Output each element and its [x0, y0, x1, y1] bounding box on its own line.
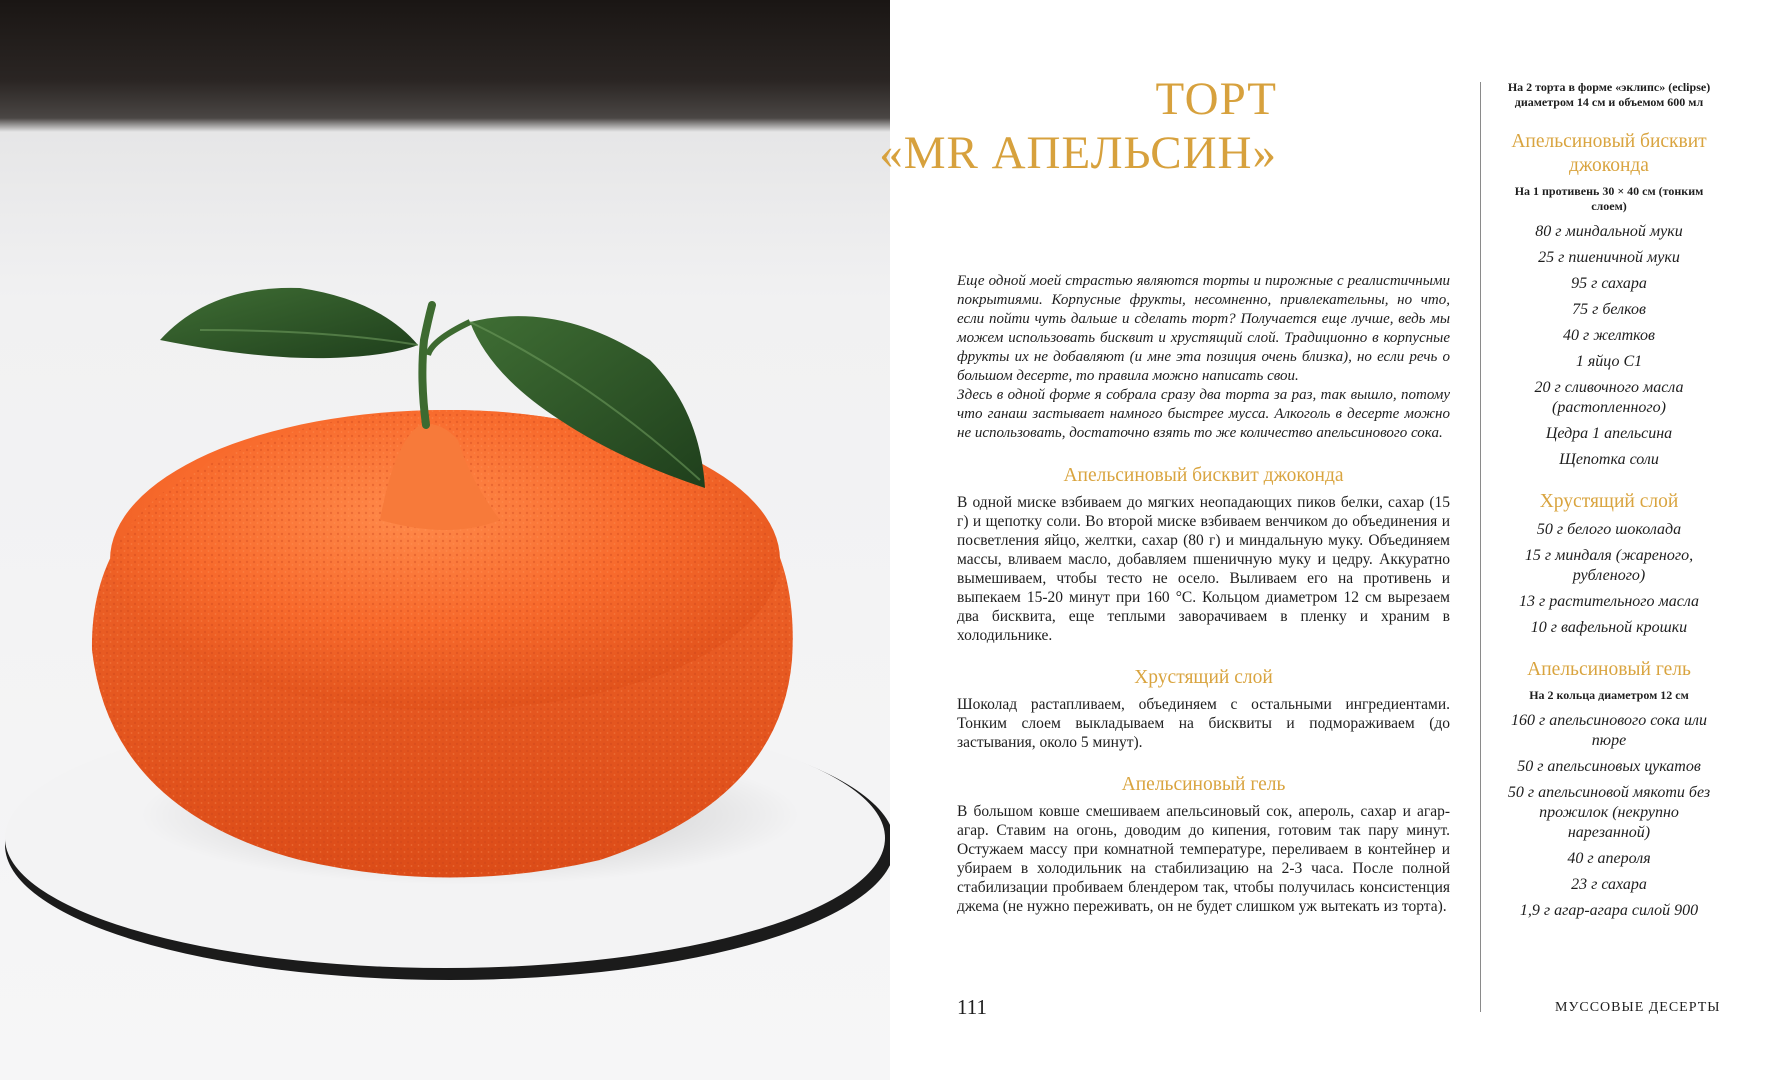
ingredient-item: 25 г пшеничной муки: [1538, 249, 1680, 266]
intro: [957, 272, 1450, 443]
ingredients-heading: Апельсиновый бисквит джоконда: [1511, 131, 1707, 176]
ingredient-item: 40 г желтков: [1563, 327, 1655, 344]
leaf-left: [160, 288, 418, 358]
ingredient-item: 160 г апельсинового сока или пюре: [1511, 712, 1707, 749]
yield-note: На 2 торта в форме «эклипс» (eclipse) диаметром 14 см и объемом 600 мл: [1507, 80, 1711, 109]
ingredients-note: На 1 противень 30 × 40 см (тонким слоем): [1514, 184, 1704, 213]
ingredients-heading: Хрустящий слой: [1539, 491, 1679, 512]
title-line-2: «MR АПЕЛЬСИН»: [879, 127, 1277, 179]
ingredient-item: 10 г вафельной крошки: [1530, 619, 1688, 636]
section-heading: Апельсиновый гель: [1121, 774, 1286, 795]
section-text: Шоколад растапливаем, объединяем с остальными ингредиентами. Тонким слоем выкладываем на бисквиты и подмораживаем (до застывания, около 5 минут).: [957, 696, 1450, 751]
stem-branch: [428, 322, 470, 355]
column-divider: [1480, 82, 1481, 1012]
ingredient-item: 80 г миндальной муки: [1535, 223, 1683, 240]
section-heading: Хрустящий слой: [1134, 667, 1273, 688]
stem: [422, 305, 432, 425]
main-column: [957, 272, 1450, 916]
page-title: [879, 72, 1277, 180]
ingredient-item: 40 г апероля: [1567, 850, 1651, 867]
intro-paragraph-2: Здесь в одной форме я собрала сразу два торта за раз, так вышло, потому что ганаш застывает намного быстрее мусса. Алкоголь в десерте можно не использовать, достаточно взять то же количество апельсинового сока.: [957, 387, 1450, 441]
ingredients-list: [1498, 222, 1720, 470]
ingredients-list: [1498, 520, 1720, 638]
section-text: В одной миске взбиваем до мягких неопадающих пиков белки, сахар (15 г) и щепотку соли. Во второй миске взбиваем венчиком до объединения и посветления яйцо, желтки, сахар (80 г) и миндальную муку. Объединяем массы, вливаем масло, добавляем пшеничную муку и цедру. Аккуратно вымешиваем, чтобы тесто не осело. Выливаем его на противень и выпекаем 15-20 минут при 160 °C. Кольцом диаметром 12 см вырезаем два бисквита, еще теплыми заворачиваем в пленку и храним в холодильнике.: [957, 494, 1450, 644]
intro-paragraph-1: Еще одной моей страстью являются торты и пирожные с реалистичными покрытиями. Корпусные фрукты, несомненно, привлекательны, но что, если пойти чуть дальше и сделать торт? Получается еще лучше, ведь мы можем использовать бисквит и хрустящий слой. Традиционно в корпусные фрукты их не добавляют (и мне эта позиция очень близка), но если речь о большом десерте, то правила можно написать свои.: [957, 273, 1450, 384]
ingredient-item: 1,9 г агар-агара силой 900: [1519, 902, 1699, 919]
page-number: 111: [957, 995, 987, 1019]
ingredient-item: Цедра 1 апельсина: [1545, 425, 1673, 442]
section-text: В большом ковше смешиваем апельсиновый сок, апероль, сахар и агар-агар. Ставим на огонь, доводим до кипения, готовим так пару минут. Остужаем массу при комнатной температуре, переливаем в контейнер и убираем в холодильник на стабилизацию на 2-3 часа. После полной стабилизации пробиваем блендером так, чтобы получилась консистенция джема (не нужно переживать, он не будет слишком уж вытекать из торта).: [957, 803, 1450, 915]
title-line-1: ТОРТ: [1155, 73, 1277, 125]
ingredient-item: Щепотка соли: [1559, 451, 1659, 468]
ingredients-list: [1498, 711, 1720, 921]
ingredient-item: 23 г сахара: [1571, 876, 1647, 893]
ingredients-column: [1498, 80, 1720, 927]
ingredient-item: 1 яйцо С1: [1575, 353, 1643, 370]
ingredient-item: 50 г белого шоколада: [1536, 521, 1682, 538]
section-footer: МУССОВЫЕ ДЕСЕРТЫ: [1555, 1000, 1721, 1015]
ingredient-item: 13 г растительного масла: [1518, 593, 1700, 610]
ingredients-note: На 2 кольца диаметром 12 см: [1529, 688, 1689, 702]
ingredient-item: 50 г апельсиновых цукатов: [1517, 758, 1701, 775]
ingredient-item: 75 г белков: [1572, 301, 1646, 318]
ingredients-heading: Апельсиновый гель: [1527, 659, 1691, 680]
ingredient-item: 15 г миндаля (жареного, рубленого): [1524, 547, 1694, 584]
ingredient-item: 20 г сливочного масла (растопленного): [1534, 379, 1684, 416]
ingredient-item: 50 г апельсиновой мякоти без прожилок (некрупно нарезанной): [1507, 784, 1711, 841]
ingredient-item: 95 г сахара: [1571, 275, 1647, 292]
section-heading: Апельсиновый бисквит джоконда: [1063, 465, 1344, 486]
